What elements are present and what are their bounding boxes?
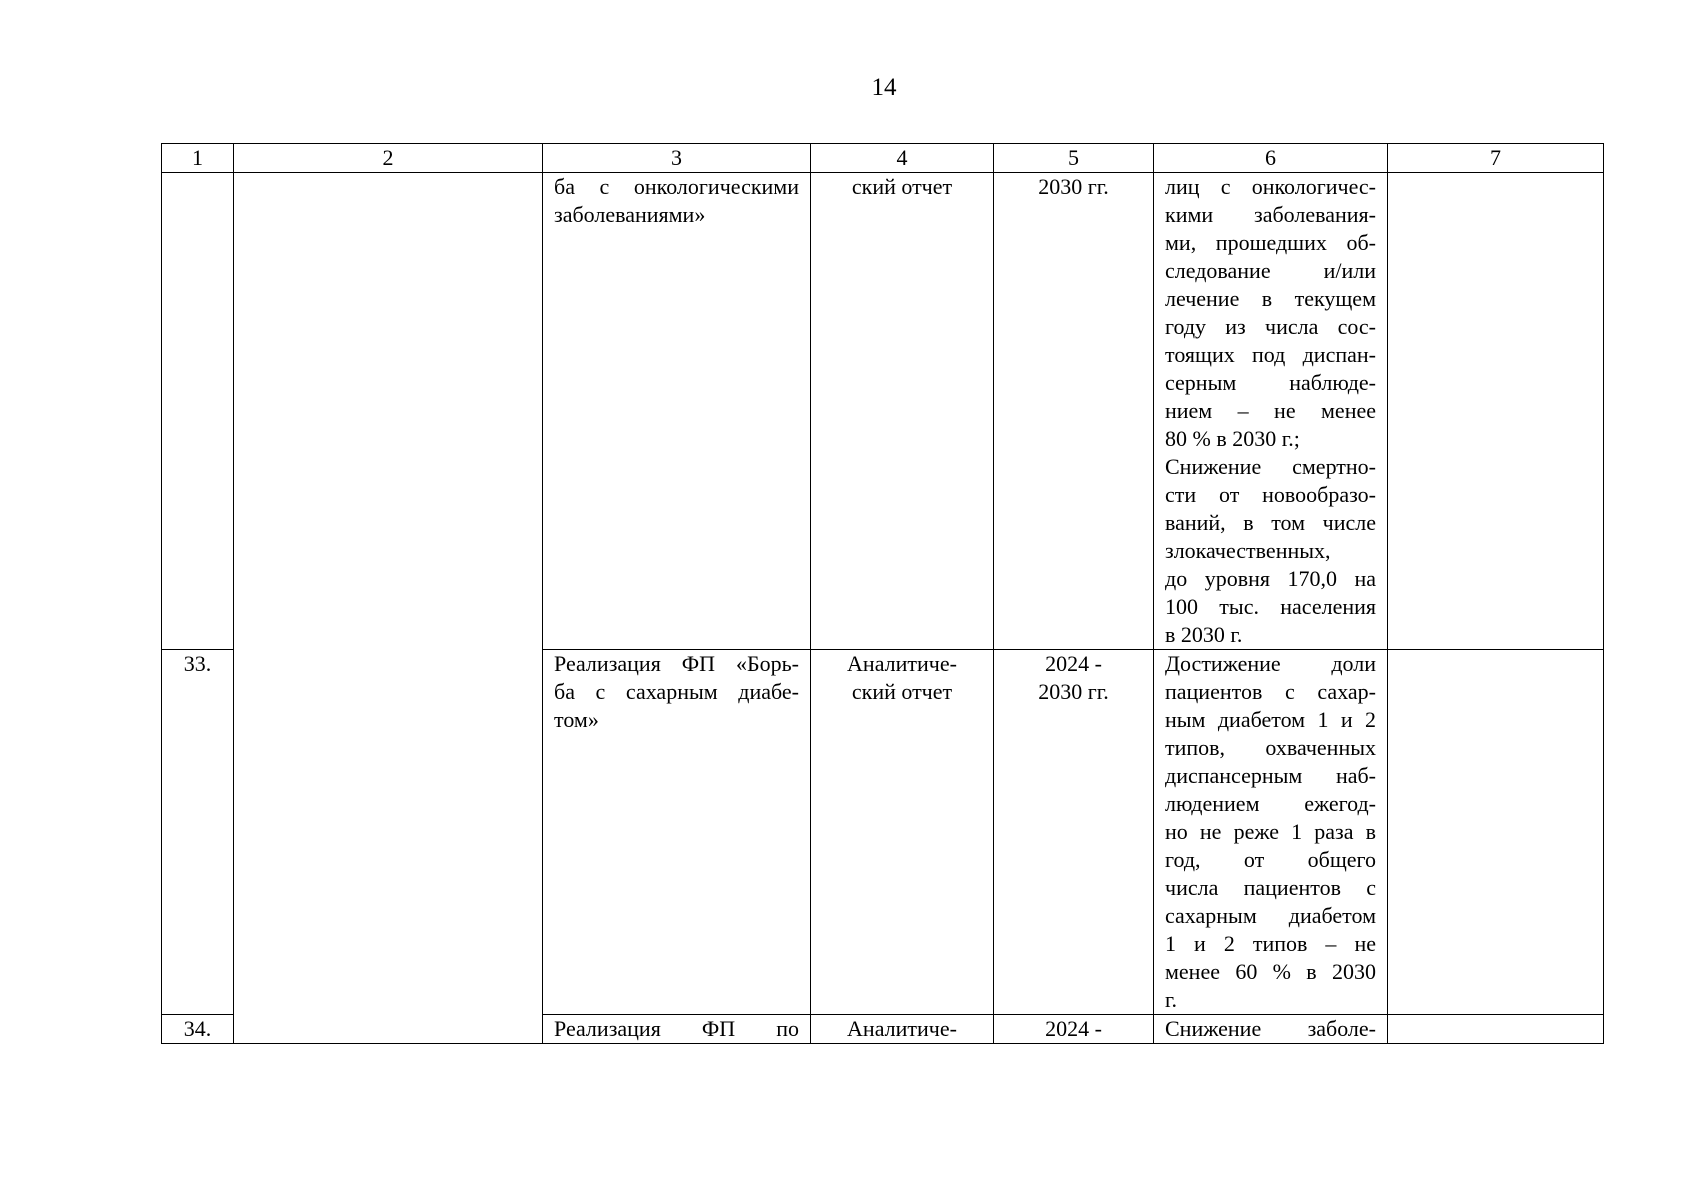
period-cell [994,650,1154,1015]
text-line: том» [554,707,599,732]
row-number-cell [162,173,234,650]
result-cell [1154,173,1388,650]
text-line: ский отчет [851,174,953,199]
text-line: Реализация ФП «Борь- [554,651,799,676]
text-line: 2024 - [1045,1016,1102,1041]
text-line: заболеваниями» [554,202,706,227]
text-line: г. [1165,987,1178,1012]
header-cell-7: 7 [1388,144,1604,173]
text-line: ным диабетом 1 и 2 [1165,707,1376,732]
text-line: типов, охваченных [1165,735,1376,760]
text-line: числа пациентов с [1165,875,1376,900]
measure-cell [543,1015,811,1044]
text-line: Аналитиче- [847,651,957,676]
text-line: в 2030 г. [1165,622,1243,647]
header-cell-4: 4 [811,144,994,173]
report-form-cell [811,1015,994,1044]
text-line: лечение в текущем [1165,286,1376,311]
text-line: менее 60 % в 2030 [1165,959,1376,984]
document-table [161,143,1604,1044]
text-line: ба с сахарным диабе- [554,679,799,704]
text-line: людением ежегод- [1165,791,1376,816]
text-line: году из числа сос- [1165,314,1376,339]
notes-cell [1388,1015,1604,1044]
text-line: 1 и 2 типов – не [1165,931,1376,956]
notes-cell [1388,650,1604,1015]
text-line: сахарным диабетом [1165,903,1376,928]
text-line: лиц с онкологичес- [1165,174,1376,199]
text-line: серным наблюде- [1165,370,1376,395]
merged-cell-col2 [234,173,543,1044]
text-line: кими заболевания- [1165,202,1376,227]
text-line: 2030 гг. [1038,174,1109,199]
table-header-row [162,144,1604,173]
text-line: сти от новообразо- [1165,482,1376,507]
text-line: тоящих под диспан- [1165,342,1376,367]
result-cell [1154,1015,1388,1044]
text-line: ба с онкологическими [554,174,799,199]
table-row [162,173,1604,650]
row-number-cell: 34. [162,1015,234,1044]
row-number-cell: 33. [162,650,234,1015]
result-cell [1154,650,1388,1015]
text-line: Аналитиче- [847,1016,957,1041]
text-line: год, от общего [1165,847,1376,872]
text-line: пациентов с сахар- [1165,679,1376,704]
measure-cell [543,650,811,1015]
header-cell-3: 3 [543,144,811,173]
report-form-cell [811,650,994,1015]
text-line: Достижение доли [1165,651,1376,676]
text-line: 80 % в 2030 г.; [1165,426,1300,451]
header-cell-1: 1 [162,144,234,173]
text-line: Снижение смертно- [1165,454,1376,479]
text-line: до уровня 170,0 на [1165,566,1376,591]
text-line: 100 тыс. населения [1165,594,1376,619]
header-cell-2: 2 [234,144,543,173]
text-line: диспансерным наб- [1165,763,1376,788]
text-line: 2024 - [1045,651,1102,676]
text-line: ский отчет [851,679,953,704]
measure-cell [543,173,811,650]
text-line: 2030 гг. [1038,679,1109,704]
text-line: нием – не менее [1165,398,1376,423]
text-line: злокачественных, [1165,538,1331,563]
page-number: 14 [871,74,897,101]
period-cell [994,173,1154,650]
header-cell-6: 6 [1154,144,1388,173]
text-line: ваний, в том числе [1165,510,1376,535]
header-cell-5: 5 [994,144,1154,173]
text-line: ми, прошедших об- [1165,230,1376,255]
text-line: Реализация ФП по [554,1016,799,1041]
notes-cell [1388,173,1604,650]
report-form-cell [811,173,994,650]
text-line: следование и/или [1165,258,1376,283]
text-line: Снижение заболе- [1165,1016,1376,1041]
period-cell [994,1015,1154,1044]
text-line: но не реже 1 раза в [1165,819,1376,844]
